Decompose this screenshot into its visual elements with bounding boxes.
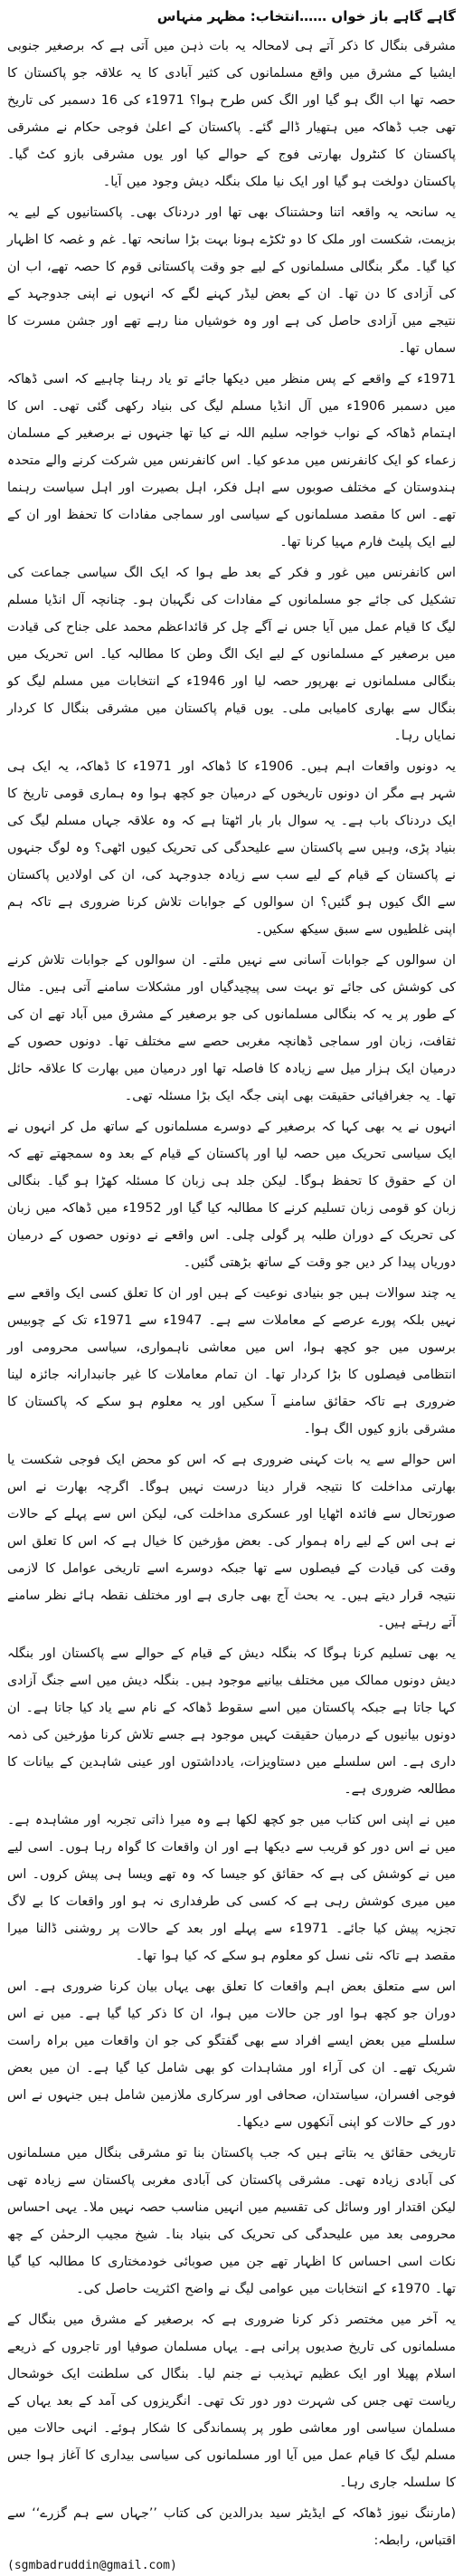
article-paragraph: اس کانفرنس میں غور و فکر کے بعد طے ہوا کہ ایک الگ سیاسی جماعت کی تشکیل کی جائے جو مسلمانوں کے مفادات کی نگہبان ہو۔ چنانچہ آل انڈیا مسلم لیگ کا قیام عمل میں آیا جس نے آگے چل کر قائداعظم محمد علی جناح کی قیادت میں برصغیر کے مسلمانوں کے لیے ایک الگ وطن کا مطالبہ کیا۔ اس تحریک میں بنگالی مسلمانوں نے بھرپور حصہ لیا اور 1946ء کے انتخابات میں مسلم لیگ کو بنگال سے بھاری کامیابی ملی۔ یوں قیام پاکستان میں مشرقی بنگال کا کردار نمایاں رہا۔ <box>7 566 456 743</box>
contact-email: (sgmbadruddin@gmail.com) <box>7 2559 177 2572</box>
column-title: گاہے گاہے باز خواں ……انتخاب: مظہر منہاس <box>156 8 456 24</box>
article-paragraph: اس سے متعلق بعض اہم واقعات کا تعلق بھی یہاں بیان کرنا ضروری ہے۔ اس دوران جو کچھ ہوا اور جن حالات میں ہوا، ان کا ذکر کیا گیا ہے۔ میں نے اس سلسلے میں بعض ایسے افراد سے بھی گفتگو کی جو ان واقعات میں براہ راست شریک تھے۔ ان کی آراء اور مشاہدات کو بھی شامل کیا گیا ہے۔ ان میں بعض فوجی افسران، سیاستدان، صحافی اور سرکاری ملازمین شامل ہیں جنہوں نے اس دور کے حالات کو اپنی آنکھوں سے دیکھا۔ <box>7 1980 456 2130</box>
source-credit: (مارننگ نیوز ڈھاکہ کے ایڈیٹر سید بدرالدین کی کتاب ’’جہاں سے ہم گزرے‘‘ سے اقتباس، رابطہ: <box>7 2506 456 2548</box>
article-paragraph: اس حوالے سے یہ بات کہنی ضروری ہے کہ اس کو محض ایک فوجی شکست یا بھارتی مداخلت کا نتیجہ قرار دینا درست نہیں ہوگا۔ اگرچہ بھارت نے اس صورتحال سے فائدہ اٹھایا اور عسکری مداخلت کی، لیکن اس سے پہلے کے حالات نے ہی اس کے لیے راہ ہموار کی۔ بعض مؤرخین کا خیال ہے کہ اس کا تعلق اس وقت کی قیادت کے فیصلوں سے تھا جبکہ دوسرے اسے تاریخی عوامل کا لازمی نتیجہ قرار دیتے ہیں۔ یہ بحث آج بھی جاری ہے اور مختلف نقطہ ہائے نظر سامنے آتے رہتے ہیں۔ <box>7 1453 456 1630</box>
article-paragraph: یہ آخر میں مختصر ذکر کرنا ضروری ہے کہ برصغیر کے مشرق میں بنگال کے مسلمانوں کی تاریخ صدیوں پرانی ہے۔ یہاں مسلمان صوفیا اور تاجروں کے ذریعے اسلام پھیلا اور ایک عظیم تہذیب نے جنم لیا۔ بنگال کی سلطنت ایک خوشحال ریاست تھی جس کی شہرت دور دور تک تھی۔ انگریزوں کی آمد کے بعد یہاں کے مسلمان سیاسی اور معاشی طور پر پسماندگی کا شکار ہوئے۔ انہی حالات میں مسلم لیگ کا قیام عمل میں آیا اور مسلمانوں کی سیاسی بیداری کا آغاز ہوا جس کا سلسلہ جاری رہا۔ <box>7 2313 456 2490</box>
article-paragraph: مشرقی بنگال کا ذکر آتے ہی لامحالہ یہ بات ذہن میں آتی ہے کہ برصغیر جنوبی ایشیا کے مشرق میں واقع مسلمانوں کی کثیر آبادی کا یہ علاقہ جو پاکستان کا حصہ تھا اب الگ ہو گیا اور الگ کس طرح ہوا؟ 1971ء کی 16 دسمبر کی تاریخ تھی جب ڈھاکہ میں ہتھیار ڈالے گئے۔ پاکستان کے اعلیٰ فوجی حکام نے مشرقی پاکستان کا کنٹرول بھارتی فوج کے حوالے کیا اور یوں مشرقی بازو کٹ گیا۔ پاکستان دولخت ہو گیا اور ایک نیا ملک بنگلہ دیش وجود میں آیا۔ <box>7 39 456 189</box>
article-paragraph: 1971ء کے واقعے کے پس منظر میں دیکھا جائے تو یاد رہنا چاہیے کہ اسی ڈھاکہ میں دسمبر 1906ء میں آل انڈیا مسلم لیگ کی بنیاد رکھی گئی تھی۔ اس کا اہتمام ڈھاکہ کے نواب خواجہ سلیم اللہ نے کیا تھا جنہوں نے برصغیر کے مسلمان زعماء کو ایک کانفرنس میں مدعو کیا۔ اس کانفرنس میں شرکت کرنے والے متحدہ ہندوستان کے مختلف صوبوں سے اہل فکر، اہل بصیرت اور اہل سیاست رہنما تھے۔ اس کا مقصد مسلمانوں کے سیاسی اور سماجی مفادات کا تحفظ اور ان کے لیے ایک پلیٹ فارم مہیا کرنا تھا۔ <box>7 372 456 549</box>
article-paragraph: یہ سانحہ یہ واقعہ اتنا وحشتناک بھی تھا اور دردناک بھی۔ پاکستانیوں کے لیے یہ بزیمت، شکست اور ملک کا دو ٹکڑے ہونا بہت بڑا سانحہ تھا۔ غم و غصہ کا اظہار کیا گیا۔ مگر بنگالی مسلمانوں کے لیے جو وقت پاکستانی قوم کا حصہ تھے، اب ان کی آزادی کا دن تھا۔ ان کے بعض لیڈر کہنے لگے کہ انہوں نے اپنی جدوجہد کے نتیجے میں آزادی حاصل کی ہے اور وہ خوشیاں منا رہے تھے اور جشن مسرت کا سماں تھا۔ <box>7 205 456 356</box>
article-paragraph: یہ دونوں واقعات اہم ہیں۔ 1906ء کا ڈھاکہ اور 1971ء کا ڈھاکہ، یہ ایک ہی شہر ہے مگر ان دونوں تاریخوں کے درمیان جو کچھ ہوا وہ ہماری قومی تاریخ کا ایک دردناک باب ہے۔ یہ سوال بار بار اٹھتا ہے کہ وہ علاقہ جہاں مسلم لیگ کی بنیاد پڑی، وہیں سے پاکستان سے علیحدگی کی تحریک کیوں اٹھی؟ وہ لوگ جنہوں نے پاکستان کے قیام کے لیے سب سے زیادہ جدوجہد کی، ان کی اولادیں پاکستان سے الگ کیوں ہو گئیں؟ ان سوالوں کے جوابات تلاش کرنا ضروری ہے تاکہ ہم اپنی غلطیوں سے سبق سیکھ سکیں۔ <box>7 759 456 937</box>
article-paragraph: ان سوالوں کے جوابات آسانی سے نہیں ملتے۔ ان سوالوں کے جوابات تلاش کرنے کی کوشش کی جائے تو بہت سی پیچیدگیاں اور مشکلات سامنے آتی ہیں۔ مثال کے طور پر یہ کہ بنگالی مسلمانوں کی جو برصغیر کے مشرق میں آباد تھے ان کی ثقافت، زبان اور سماجی ڈھانچہ مغربی حصے سے مختلف تھا۔ دونوں حصوں کے درمیان ایک ہزار میل سے زیادہ کا فاصلہ تھا اور درمیان میں بھارت کا علاقہ حائل تھا۔ یہ جغرافیائی حقیقت بھی اپنی جگہ ایک بڑا مسئلہ تھی۔ <box>7 953 456 1103</box>
article-paragraph: یہ چند سوالات ہیں جو بنیادی نوعیت کے ہیں اور ان کا تعلق کسی ایک واقعے سے نہیں بلکہ پورے عرصے کے معاملات سے ہے۔ 1947ء سے 1971ء تک کے چوبیس برسوں میں جو کچھ ہوا، اس میں معاشی ناہمواری، سیاسی محرومی اور انتظامی فیصلوں کا بڑا کردار تھا۔ ان تمام معاملات کا غیر جانبدارانہ جائزہ لینا ضروری ہے تاکہ حقائق سامنے آ سکیں اور یہ معلوم ہو سکے کہ پاکستان کا مشرقی بازو کیوں الگ ہوا۔ <box>7 1286 456 1436</box>
article-paragraph: انہوں نے یہ بھی کہا کہ برصغیر کے دوسرے مسلمانوں کے ساتھ مل کر انہوں نے ایک سیاسی تحریک میں حصہ لیا اور پاکستان کے قیام کے بعد وہ سمجھتے تھے کہ ان کے حقوق کا تحفظ ہوگا۔ لیکن جلد ہی زبان کا مسئلہ کھڑا ہو گیا۔ بنگالی زبان کو قومی زبان تسلیم کرنے کا مطالبہ کیا گیا اور 1952ء میں ڈھاکہ میں زبان کی تحریک کے دوران طلبہ پر گولی چلی۔ اس واقعے نے دونوں حصوں کے درمیان دوریاں پیدا کر دیں جو وقت کے ساتھ بڑھتی گئیں۔ <box>7 1120 456 1270</box>
article-paragraph: میں نے اپنی اس کتاب میں جو کچھ لکھا ہے وہ میرا ذاتی تجربہ اور مشاہدہ ہے۔ میں نے اس دور کو قریب سے دیکھا ہے اور ان واقعات کا گواہ رہا ہوں۔ اسی لیے میں نے کوشش کی ہے کہ حقائق کو جیسا کہ وہ تھے ویسا ہی پیش کروں۔ اس میں میری کوشش رہی ہے کہ کسی کی طرفداری نہ ہو اور واقعات کا بے لاگ تجزیہ پیش کیا جائے۔ 1971ء سے پہلے اور بعد کے حالات پر روشنی ڈالنا میرا مقصد ہے تاکہ نئی نسل کو معلوم ہو سکے کہ کیا ہوا تھا۔ <box>7 1813 456 1963</box>
article-paragraph: یہ بھی تسلیم کرنا ہوگا کہ بنگلہ دیش کے قیام کے حوالے سے پاکستان اور بنگلہ دیش دونوں ممالک میں مختلف بیانیے موجود ہیں۔ بنگلہ دیش میں اسے جنگ آزادی کہا جاتا ہے جبکہ پاکستان میں اسے سقوط ڈھاکہ کے نام سے یاد کیا جاتا ہے۔ ان دونوں بیانیوں کے درمیان حقیقت کہیں موجود ہے جسے تلاش کرنا مؤرخین کی ذمہ داری ہے۔ اس سلسلے میں دستاویزات، یادداشتوں اور عینی شاہدین کے بیانات کا مطالعہ ضروری ہے۔ <box>7 1646 456 1797</box>
article-paragraph: تاریخی حقائق یہ بتاتے ہیں کہ جب پاکستان بنا تو مشرقی بنگال میں مسلمانوں کی آبادی زیادہ تھی۔ مشرقی پاکستان کی آبادی مغربی پاکستان سے زیادہ تھی لیکن اقتدار اور وسائل کی تقسیم میں انہیں مناسب حصہ نہیں ملا۔ یہی احساس محرومی بعد میں علیحدگی کی تحریک کی بنیاد بنا۔ شیخ مجیب الرحمٰن کے چھ نکات اسی احساس کا اظہار تھے جن میں صوبائی خودمختاری کا مطالبہ کیا گیا تھا۔ 1970ء کے انتخابات میں عوامی لیگ نے واضح اکثریت حاصل کی۔ <box>7 2146 456 2296</box>
